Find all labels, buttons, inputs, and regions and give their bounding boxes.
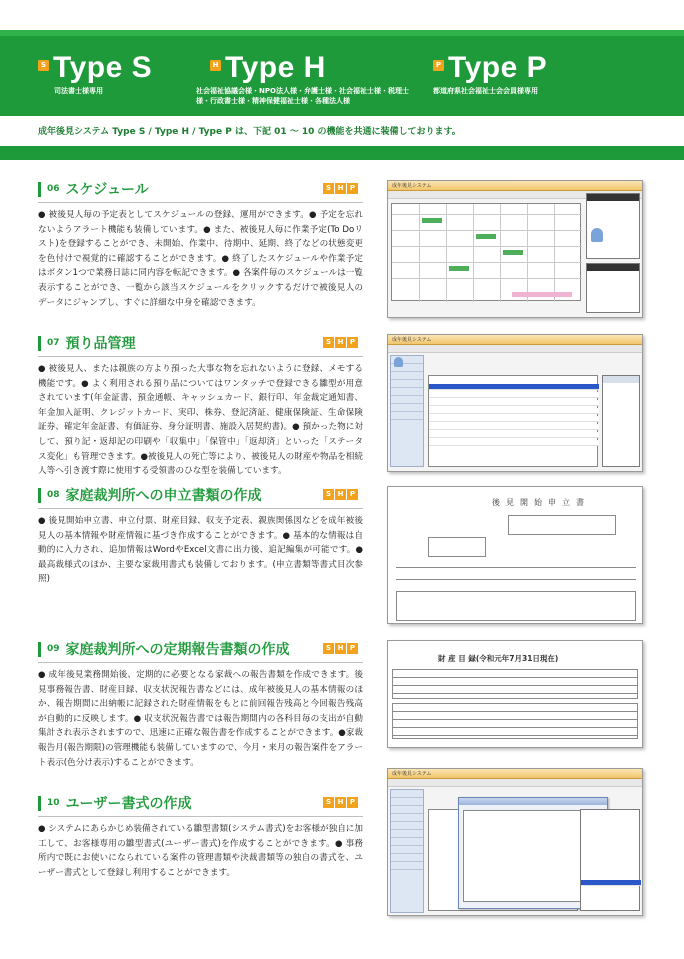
heading-bar xyxy=(38,796,41,811)
heading-bar xyxy=(38,336,41,351)
badge-p: P xyxy=(347,183,358,194)
list-row-selected[interactable] xyxy=(581,880,641,886)
badge-h: H xyxy=(335,643,346,654)
window-title: 成年後見システム xyxy=(388,769,642,779)
type-badges xyxy=(323,643,358,654)
list-row[interactable] xyxy=(429,424,599,430)
sidebar-item[interactable] xyxy=(391,814,423,822)
section-rule xyxy=(38,202,363,203)
user-format-screenshot xyxy=(387,768,643,916)
section-number: 09 xyxy=(47,644,60,654)
toolbar xyxy=(388,779,642,787)
sidebar-item[interactable] xyxy=(391,404,423,412)
section-title: 家庭裁判所への申立書類の作成 xyxy=(65,488,262,504)
section-heading xyxy=(38,180,149,198)
list-row[interactable] xyxy=(429,400,599,406)
type-s-block xyxy=(38,52,174,96)
profile-panel xyxy=(586,193,640,259)
header-bottom-band xyxy=(0,146,684,160)
badge-p: P xyxy=(347,643,358,654)
sidebar-item[interactable] xyxy=(391,846,423,854)
schedule-entry xyxy=(503,250,523,255)
type-badges xyxy=(323,489,358,500)
sidebar-item[interactable] xyxy=(391,396,423,404)
sidebar-item[interactable] xyxy=(391,854,423,862)
sidebar-item[interactable] xyxy=(391,388,423,396)
badge-p: P xyxy=(347,489,358,500)
section-number: 10 xyxy=(47,798,60,808)
schedule-screenshot xyxy=(387,180,643,318)
section-number: 08 xyxy=(47,490,60,500)
badge-p: P xyxy=(347,337,358,348)
section-number: 06 xyxy=(47,184,60,194)
badge-h: H xyxy=(335,183,346,194)
type-title: Type S xyxy=(53,51,153,84)
badge-s: S xyxy=(323,337,334,348)
section-heading xyxy=(38,640,290,658)
asset-list-document xyxy=(387,640,643,748)
section-title: スケジュール xyxy=(65,182,149,198)
section-title: 家庭裁判所への定期報告書類の作成 xyxy=(65,642,290,658)
sidebar-item[interactable] xyxy=(391,862,423,870)
sidebar-item[interactable] xyxy=(391,806,423,814)
badge-h: H xyxy=(335,337,346,348)
applicant-box xyxy=(428,537,486,557)
type-subtitle: 都道府県社会福祉士会会員様専用 xyxy=(433,87,538,95)
type-p-block xyxy=(433,52,593,96)
section-body: ● 成年後見業務開始後、定期的に必要となる家裁への報告書類を作成できます。後見事務報告書、財産目録、収支状況報告書などには、成年被後見人の基本情報のほか、報告期間に出納帳に記録された財産情報をもとに前回報告残高と今回報告残高が自動的に反映します。● 収支状況報告書では報告期間内の各科目毎の支出が自動集計され表示されますので、迅速に正確な報告書を作成することができます。●家裁報告月(報告期限)の管理機能も装備していますので、今月・来月の報告案件をアラート表示(色分け表示)することができます。 xyxy=(38,670,363,768)
schedule-alert xyxy=(512,292,572,297)
section-number: 07 xyxy=(47,338,60,348)
type-badges xyxy=(323,337,358,348)
document-title: 財 産 目 録(令和元年7月31日現在) xyxy=(438,654,559,663)
window-title: 成年後見システム xyxy=(388,181,642,191)
person-icon xyxy=(591,228,603,242)
sidebar-item[interactable] xyxy=(391,798,423,806)
section-title: 預り品管理 xyxy=(65,336,136,352)
list-row[interactable] xyxy=(429,392,599,398)
sidebar-item[interactable] xyxy=(391,380,423,388)
badge-s: S xyxy=(323,183,334,194)
deposit-screenshot xyxy=(387,334,643,472)
list-row[interactable] xyxy=(429,416,599,422)
section-body: ● システムにあらかじめ装備されている雛型書類(システム書式)をお客様が独自に加工して、お客様専用の雛型書式(ユーザー書式)を作成することができます。● 事務所内で既にお使いになられている案件の管理書類や決裁書類等の独自の書式を、ユーザー書式として登録し利用することができます。 xyxy=(38,824,363,878)
todo-panel xyxy=(586,263,640,313)
person-icon xyxy=(394,357,403,367)
petition-table xyxy=(396,591,636,621)
section-title: ユーザー書式の作成 xyxy=(65,796,192,812)
badge-h: H xyxy=(335,797,346,808)
sidebar-menu xyxy=(390,355,424,467)
section-rule xyxy=(38,508,363,509)
petition-document xyxy=(387,486,643,624)
asset-table-2 xyxy=(392,703,638,739)
type-badges xyxy=(323,797,358,808)
heading-bar xyxy=(38,488,41,503)
schedule-entry xyxy=(476,234,496,239)
type-title: Type H xyxy=(225,51,326,84)
section-body: ● 被後見人毎の予定表としてスケジュールの登録、運用ができます。● 予定を忘れないようアラート機能も装備しています。● また、被後見人毎に作業予定(To Doリスト)を登録することができ、未開始、作業中、待期中、延期、終了などの状態変更を色付けで視覚的に確認することができます。● 終了したスケジュールや作業予定はボタン1つで業務日誌に同内容を転記できます。● 各案件毎のスケジュールは一覧表示することができ、一覧から該当スケジュールをクリックするだけで被後見人のデータにジャンプし、すぐに詳細な中身を確認できます。 xyxy=(38,210,363,308)
sidebar-menu xyxy=(390,789,424,913)
header-note: 成年後見システム Type S / Type H / Type P は、下記 01 〜 10 の機能を共通に装備しております。 xyxy=(38,127,461,137)
sidebar-item[interactable] xyxy=(391,372,423,380)
type-h-block xyxy=(196,51,411,106)
section-rule xyxy=(38,816,363,817)
header-note-band xyxy=(0,116,684,146)
heading-bar xyxy=(38,182,41,197)
type-badge: P xyxy=(433,60,444,71)
schedule-entry xyxy=(422,218,442,223)
template-list xyxy=(602,375,640,467)
list-row[interactable] xyxy=(429,408,599,414)
format-detail-panel xyxy=(580,809,640,911)
section-rule xyxy=(38,356,363,357)
deposit-list xyxy=(428,375,598,467)
section-heading xyxy=(38,794,192,812)
type-subtitle: 司法書士様専用 xyxy=(54,87,103,95)
page-top-margin xyxy=(0,0,684,30)
calendar-grid xyxy=(391,203,581,301)
asset-table-1 xyxy=(392,669,638,699)
window-title: 成年後見システム xyxy=(388,335,642,345)
list-row[interactable] xyxy=(429,432,599,438)
badge-s: S xyxy=(323,643,334,654)
section-rule xyxy=(38,662,363,663)
list-row[interactable] xyxy=(429,440,599,446)
type-subtitle: 社会福祉協議会様・NPO法人様・弁護士様・社会福祉士様・税理士様・行政書士様・精神保健福祉士様・各種法人様 xyxy=(196,87,409,105)
dialog-titlebar xyxy=(459,798,607,805)
sidebar-item[interactable] xyxy=(391,830,423,838)
heading-bar xyxy=(38,642,41,657)
toolbar xyxy=(388,345,642,353)
sidebar-item[interactable] xyxy=(391,838,423,846)
document-title: 後見開始申立書 xyxy=(492,498,590,507)
badge-s: S xyxy=(323,489,334,500)
badge-p: P xyxy=(347,797,358,808)
section-heading xyxy=(38,486,262,504)
type-badge: S xyxy=(38,60,49,71)
sidebar-item[interactable] xyxy=(391,790,423,798)
section-body: ● 被後見人、または親族の方より預った大事な物を忘れないように登録、メモする機能です。● よく利用される預り品についてはワンタッチで登録できる雛型が用意されています(年金証書、預金通帳、キャッシュカード、銀行印、年金裁定通知書、年金加入証明、クレジットカード、実印、株券、登記済証、健康保険証、生命保険証券、確定年金証書、有価証券、身分証明書、施設入居契約書)。● 預かった物に対して、預り記・返却記の印刷や「収集中」「保管中」「返却済」といった「ステータス変化」も管理できます。●被後見人の死亡等により、被後見人の財産や物品を相続人等へ引き渡す際に使用する受領書のひな型を装備しています。 xyxy=(38,364,363,477)
list-row-selected[interactable] xyxy=(429,384,599,390)
section-heading xyxy=(38,334,136,352)
schedule-entry xyxy=(449,266,469,271)
section-body: ● 後見開始申立書、申立付票、財産目録、収支予定表、親族関係図などを成年被後見人の基本情報や財産情報に基づき作成することができます。● 基本的な情報は自動的に入力され、追加情報はWordやExcel文書に出力後、追記編集が可能です。● 最高裁様式のほか、主要な家裁用書式も装備しております。(申立書類等書式目次参照) xyxy=(38,516,363,585)
sidebar-item[interactable] xyxy=(391,412,423,420)
sidebar-item[interactable] xyxy=(391,822,423,830)
badge-s: S xyxy=(323,797,334,808)
type-title: Type P xyxy=(448,51,548,84)
stamp-box xyxy=(508,515,616,535)
badge-h: H xyxy=(335,489,346,500)
type-badges xyxy=(323,183,358,194)
type-badge: H xyxy=(210,60,221,71)
product-header xyxy=(0,30,684,160)
